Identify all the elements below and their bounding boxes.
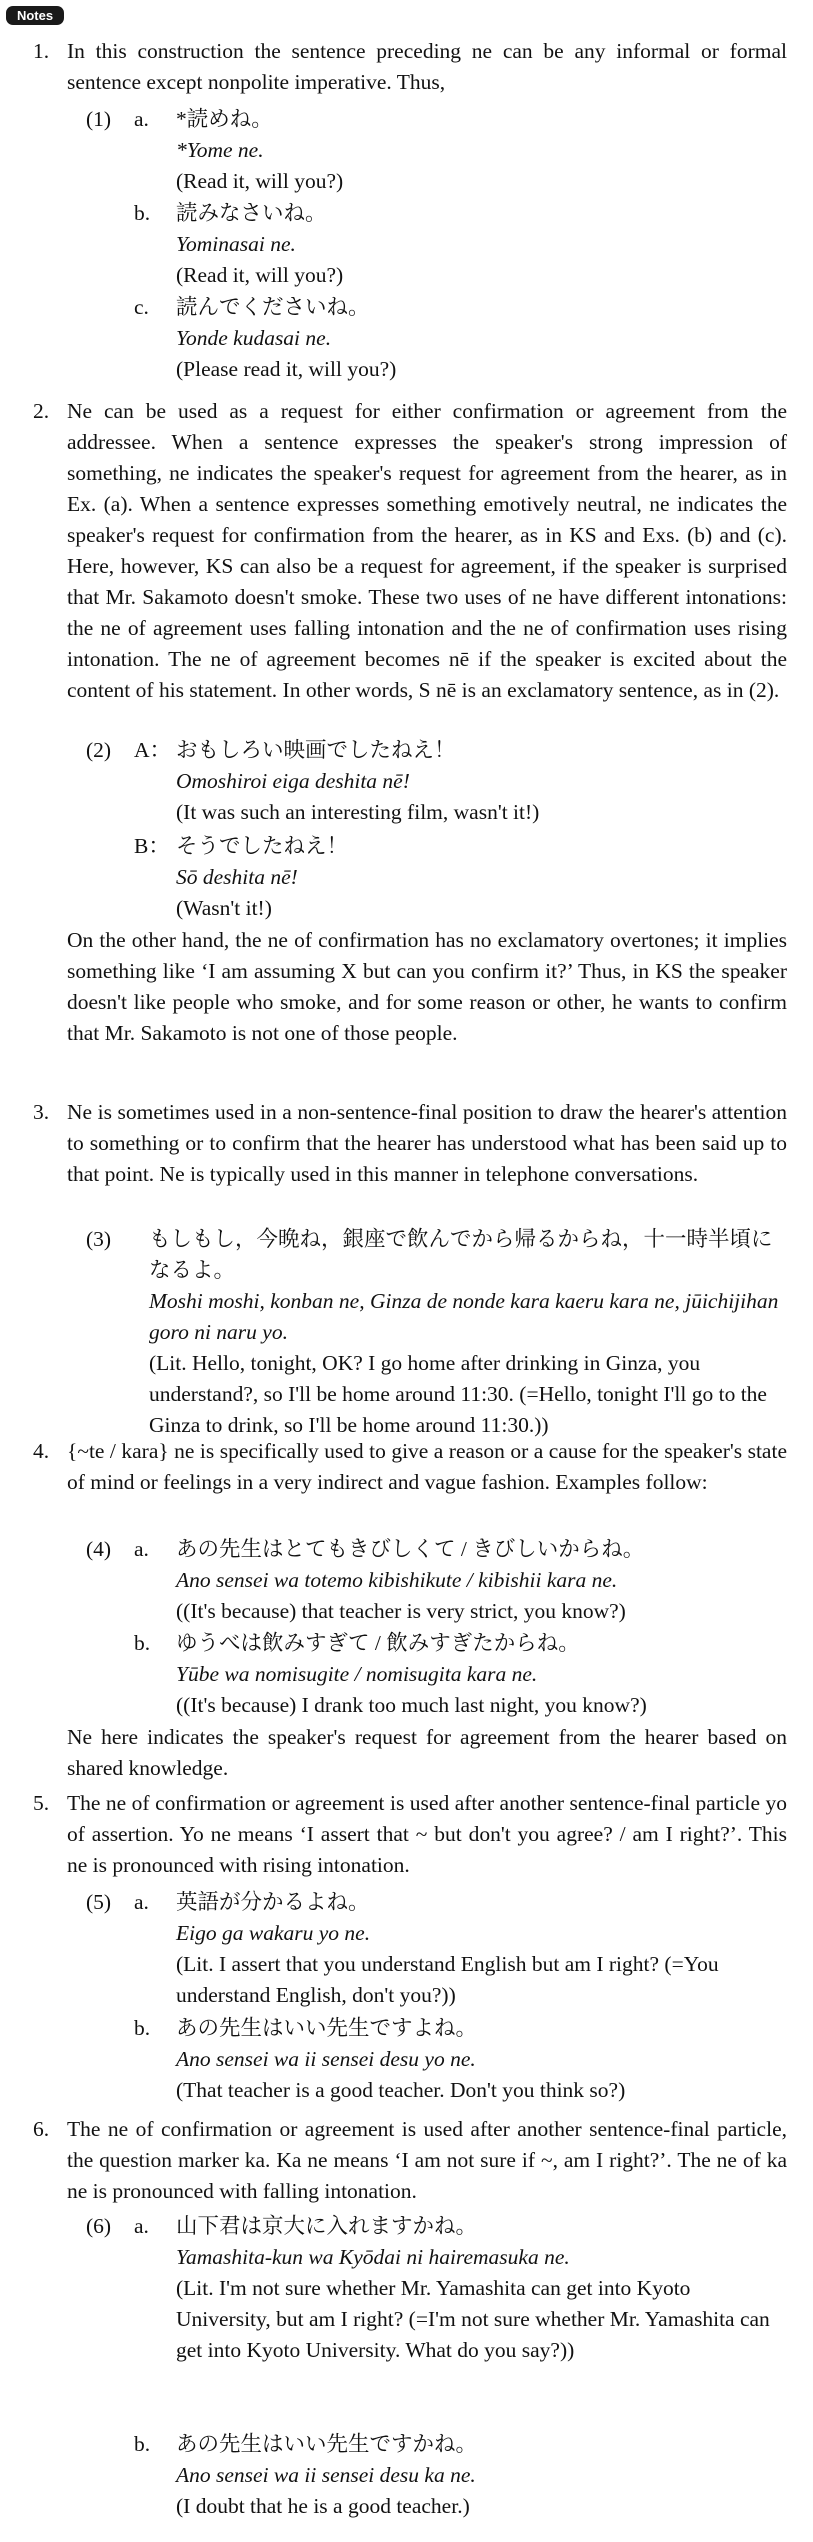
note-1 [33, 36, 787, 98]
example-3 [86, 1224, 786, 1441]
english-text: (That teacher is a good teacher. Don't you think so?) [176, 2078, 626, 2102]
example-label: c. [134, 295, 149, 319]
romaji-text: Moshi moshi, konban ne, Ginza de nonde kara kaeru kara ne, jūichijihan goro ni naru yo. [149, 1289, 779, 1344]
romaji-text: Ano sensei wa ii sensei desu ka ne. [176, 2463, 476, 2487]
example-label: a. [134, 107, 149, 131]
romaji-text: Omoshiroi eiga deshita nē! [176, 769, 410, 793]
japanese-text: あの先生はいい先生ですよね。 [176, 2016, 478, 2040]
example-label: b. [134, 201, 151, 225]
english-text: (Lit. Hello, tonight, OK? I go home after drinking in Ginza, you understand?, so I'll be home around 11:30. (=Hello, tonight I'll go to the Ginza to drink, so I'll be home around 11:30.)) [149, 1351, 767, 1437]
example-label: b. [134, 2432, 151, 2456]
example-label: a. [134, 2214, 149, 2238]
example-2a [86, 735, 786, 828]
example-number: (1) [86, 107, 112, 131]
example-1a [86, 104, 786, 197]
example-number: (6) [86, 2214, 112, 2238]
romaji-text: Ano sensei wa ii sensei desu yo ne. [176, 2047, 476, 2071]
japanese-text: あの先生はいい先生ですかね。 [176, 2432, 478, 2456]
example-5a [86, 1887, 786, 2011]
romaji-text: *Yome ne. [176, 138, 264, 162]
example-number: (2) [86, 738, 112, 762]
example-4b [86, 1628, 786, 1721]
example-1c [86, 292, 786, 385]
example-label: a. [134, 1890, 149, 1914]
romaji-text: Yūbe wa nomisugite / nomisugita kara ne. [176, 1662, 538, 1686]
example-4a [86, 1534, 786, 1627]
note-number: 3. [33, 1100, 50, 1124]
english-text: (Lit. I assert that you understand English but am I right? (=You understand English, don't you?)) [176, 1952, 719, 2007]
note-text: Ne can be used as a request for either confirmation or agreement from the addressee. When a sentence expresses the speaker's strong impression of something, ne indicates the speaker's request for agreement from the hearer, as in Ex. (a). When a sentence expresses something emotively neutral, ne indicates the speaker's request for confirmation from the hearer, as in KS and Exs. (b) and (c). Here, however, KS can also be a request for agreement, if the speaker is surprised that Mr. Sakamoto doesn't smoke. These two uses of ne have different intonations: the ne of agreement uses falling intonation and the ne of confirmation uses rising intonation. The ne of agreement becomes nē if the speaker is excited about the content of his statement. In other words, S nē is an exclamatory sentence, as in (2). [67, 399, 787, 702]
example-5b [86, 2013, 786, 2106]
japanese-text: あの先生はとてもきびしくて / きびしいからね。 [176, 1537, 645, 1561]
example-6a [86, 2211, 786, 2366]
japanese-text: *読めね。 [176, 107, 273, 131]
english-text: (Read it, will you?) [176, 169, 344, 193]
japanese-text: 読みなさいね。 [176, 201, 327, 225]
example-label: b. [134, 2016, 151, 2040]
notes-badge: Notes [6, 6, 64, 25]
japanese-text: もしもし，今晩ね，銀座で飲んでから帰るからね，十一時半頃になるよ。 [149, 1227, 773, 1282]
note-text: In this construction the sentence preceding ne can be any informal or formal sentence except nonpolite imperative. Thus, [67, 39, 787, 94]
romaji-text: Sō deshita nē! [176, 865, 298, 889]
example-label: B： [134, 834, 170, 858]
romaji-text: Ano sensei wa totemo kibishikute / kibishii kara ne. [176, 1568, 618, 1592]
example-label: a. [134, 1537, 149, 1561]
example-6b [86, 2429, 786, 2522]
note-number: 4. [33, 1439, 50, 1463]
example-1b [86, 198, 786, 291]
example-label: b. [134, 1631, 151, 1655]
english-text: (Read it, will you?) [176, 263, 344, 287]
romaji-text: Yamashita-kun wa Kyōdai ni hairemasuka ne. [176, 2245, 570, 2269]
english-text: (Please read it, will you?) [176, 357, 397, 381]
note-number: 5. [33, 1791, 50, 1815]
note-text: Ne is sometimes used in a non-sentence-final position to draw the hearer's attention to something or to confirm that the hearer has understood what has been said up to that point. Ne is typically used in this manner in telephone conversations. [67, 1100, 787, 1186]
note-2-continuation: On the other hand, the ne of confirmation has no exclamatory overtones; it implies something like ‘I am assuming X but can you confirm it?’ Thus, in KS the speaker doesn't like people who smoke, and for some reason or other, he wants to confirm that Mr. Sakamoto is not one of those people. [67, 928, 787, 1045]
english-text: ((It's because) that teacher is very strict, you know?) [176, 1599, 626, 1623]
japanese-text: おもしろい映画でしたねえ！ [176, 738, 456, 762]
example-2b [86, 831, 786, 924]
japanese-text: そうでしたねえ！ [176, 834, 349, 858]
note-4 [33, 1436, 787, 1498]
note-text: The ne of confirmation or agreement is used after another sentence-final particle yo of assertion. Yo ne means ‘I assert that ~ but don't you agree? / am I right?’. This ne is pronounced with rising intonation. [67, 1791, 787, 1877]
english-text: (I doubt that he is a good teacher.) [176, 2494, 470, 2518]
example-number: (4) [86, 1537, 112, 1561]
note-number: 1. [33, 39, 50, 63]
note-4-continuation: Ne here indicates the speaker's request for agreement from the hearer based on shared knowledge. [67, 1725, 787, 1780]
english-text: ((It's because) I drank too much last night, you know?) [176, 1693, 647, 1717]
english-text: (It was such an interesting film, wasn't it!) [176, 800, 540, 824]
japanese-text: 読んでくださいね。 [176, 295, 370, 319]
note-3 [33, 1097, 787, 1190]
romaji-text: Yominasai ne. [176, 232, 296, 256]
japanese-text: ゆうべは飲みすぎて / 飲みすぎたからね。 [176, 1631, 580, 1655]
japanese-text: 山下君は京大に入れますかね。 [176, 2214, 478, 2238]
note-number: 6. [33, 2117, 50, 2141]
example-number: (3) [86, 1227, 112, 1251]
romaji-text: Eigo ga wakaru yo ne. [176, 1921, 371, 1945]
example-number: (5) [86, 1890, 112, 1914]
example-label: A： [134, 738, 172, 762]
note-5 [33, 1788, 787, 1881]
english-text: (Lit. I'm not sure whether Mr. Yamashita can get into Kyoto University, but am I right? (=I'm not sure whether Mr. Yamashita can get into Kyoto University. What do you say?)) [176, 2276, 770, 2362]
note-6 [33, 2114, 787, 2207]
note-text: {~te / kara} ne is specifically used to give a reason or a cause for the speaker's state of mind or feelings in a very indirect and vague fashion. Examples follow: [67, 1439, 787, 1494]
romaji-text: Yonde kudasai ne. [176, 326, 332, 350]
note-2 [33, 396, 787, 706]
english-text: (Wasn't it!) [176, 896, 272, 920]
note-number: 2. [33, 399, 50, 423]
note-text: The ne of confirmation or agreement is used after another sentence-final particle, the question marker ka. Ka ne means ‘I am not sure if ~, am I right?’. The ne of ka ne is pronounced with falling intonation. [67, 2117, 787, 2203]
japanese-text: 英語が分かるよね。 [176, 1890, 370, 1914]
